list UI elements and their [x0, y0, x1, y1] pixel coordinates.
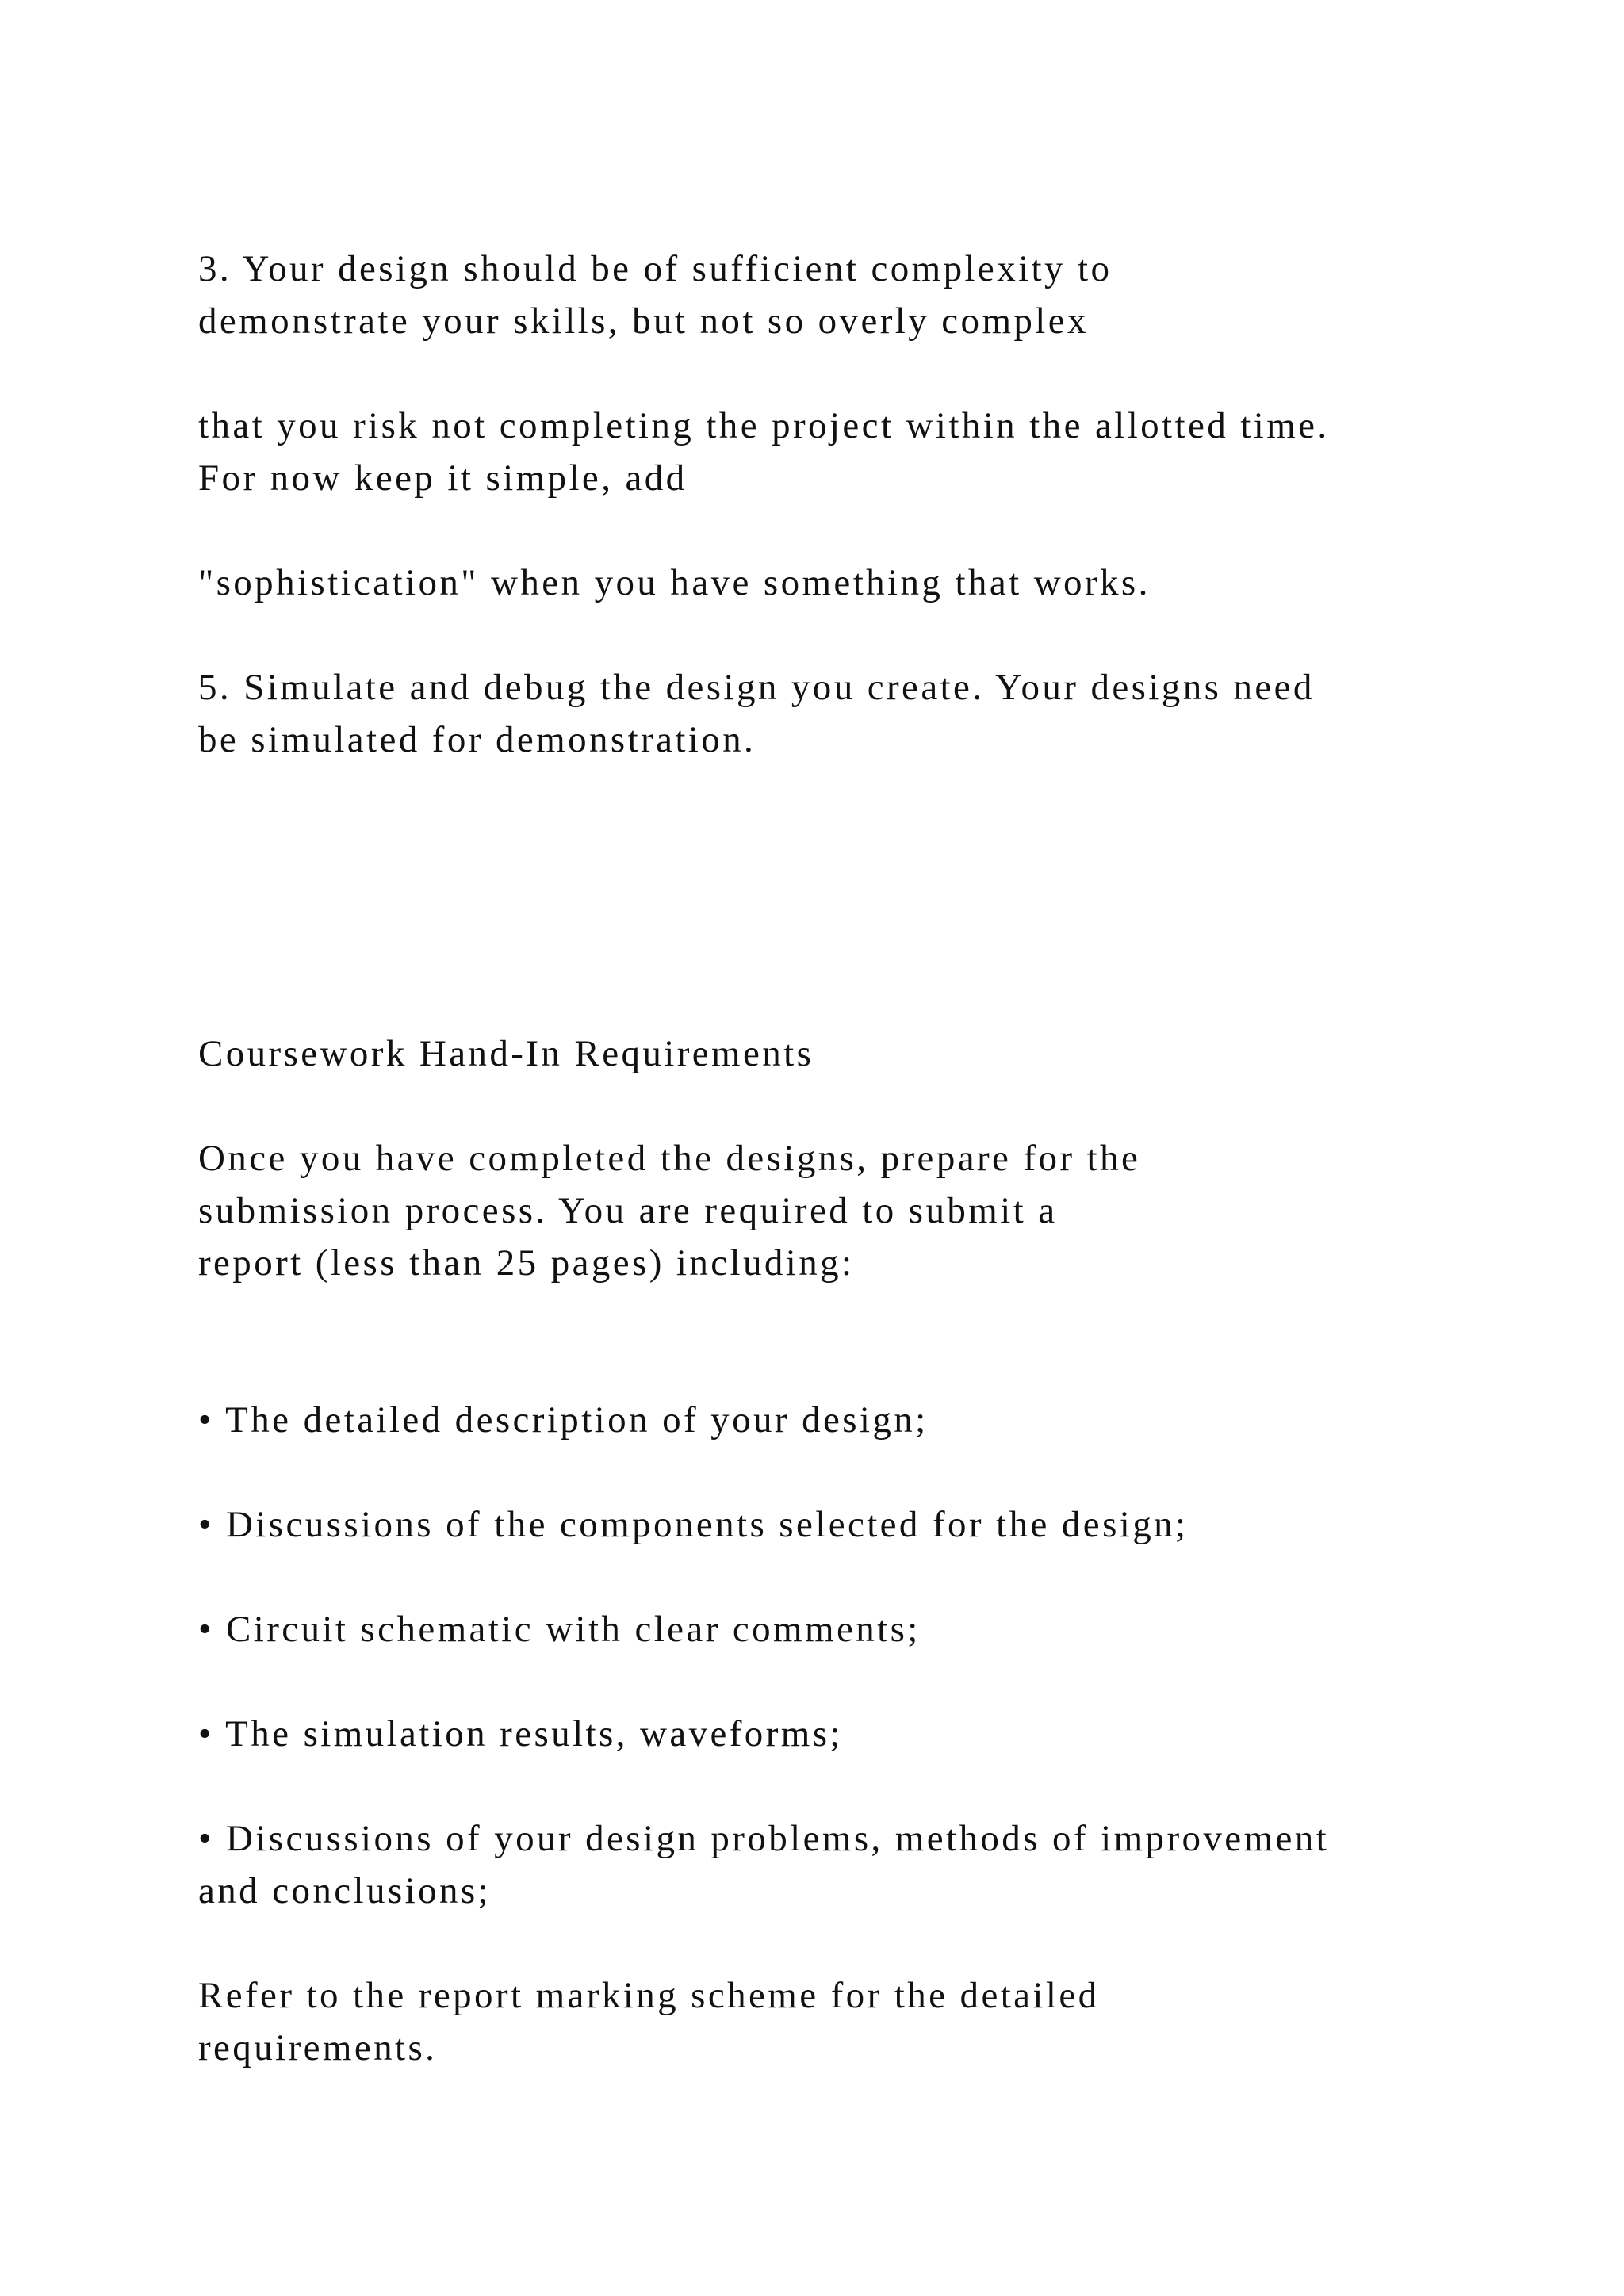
intro-line-2: submission process. You are required to submit a	[198, 1190, 1058, 1231]
intro-line-1: Once you have completed the designs, prepare for the	[198, 1138, 1141, 1179]
item-5-line-2: be simulated for demonstration.	[198, 719, 756, 760]
item-3-line-3: that you risk not completing the project within the allotted time.	[198, 405, 1330, 446]
item-3-line-1: 3. Your design should be of sufficient complexity to	[198, 248, 1113, 289]
bullet-item-description: • The detailed description of your design;	[198, 1399, 929, 1441]
item-3-line-4: For now keep it simple, add	[198, 457, 688, 499]
intro-line-3: report (less than 25 pages) including:	[198, 1242, 855, 1284]
closing-line-2: requirements.	[198, 2027, 438, 2068]
bullet-item-components: • Discussions of the components selected for the design;	[198, 1504, 1189, 1545]
section-heading: Coursework Hand-In Requirements	[198, 1033, 814, 1074]
bullet-item-simulation: • The simulation results, waveforms;	[198, 1713, 843, 1755]
item-5-line-1: 5. Simulate and debug the design you create. Your designs need	[198, 667, 1315, 708]
item-3-line-5: "sophistication" when you have something that works.	[198, 562, 1151, 603]
closing-line-1: Refer to the report marking scheme for the detailed	[198, 1975, 1100, 2016]
item-3-line-2: demonstrate your skills, but not so overly complex	[198, 300, 1089, 342]
bullet-item-problems-line-1: • Discussions of your design problems, methods of improvement	[198, 1818, 1330, 1859]
bullet-item-schematic: • Circuit schematic with clear comments;	[198, 1609, 921, 1650]
bullet-item-problems-line-2: and conclusions;	[198, 1870, 491, 1911]
